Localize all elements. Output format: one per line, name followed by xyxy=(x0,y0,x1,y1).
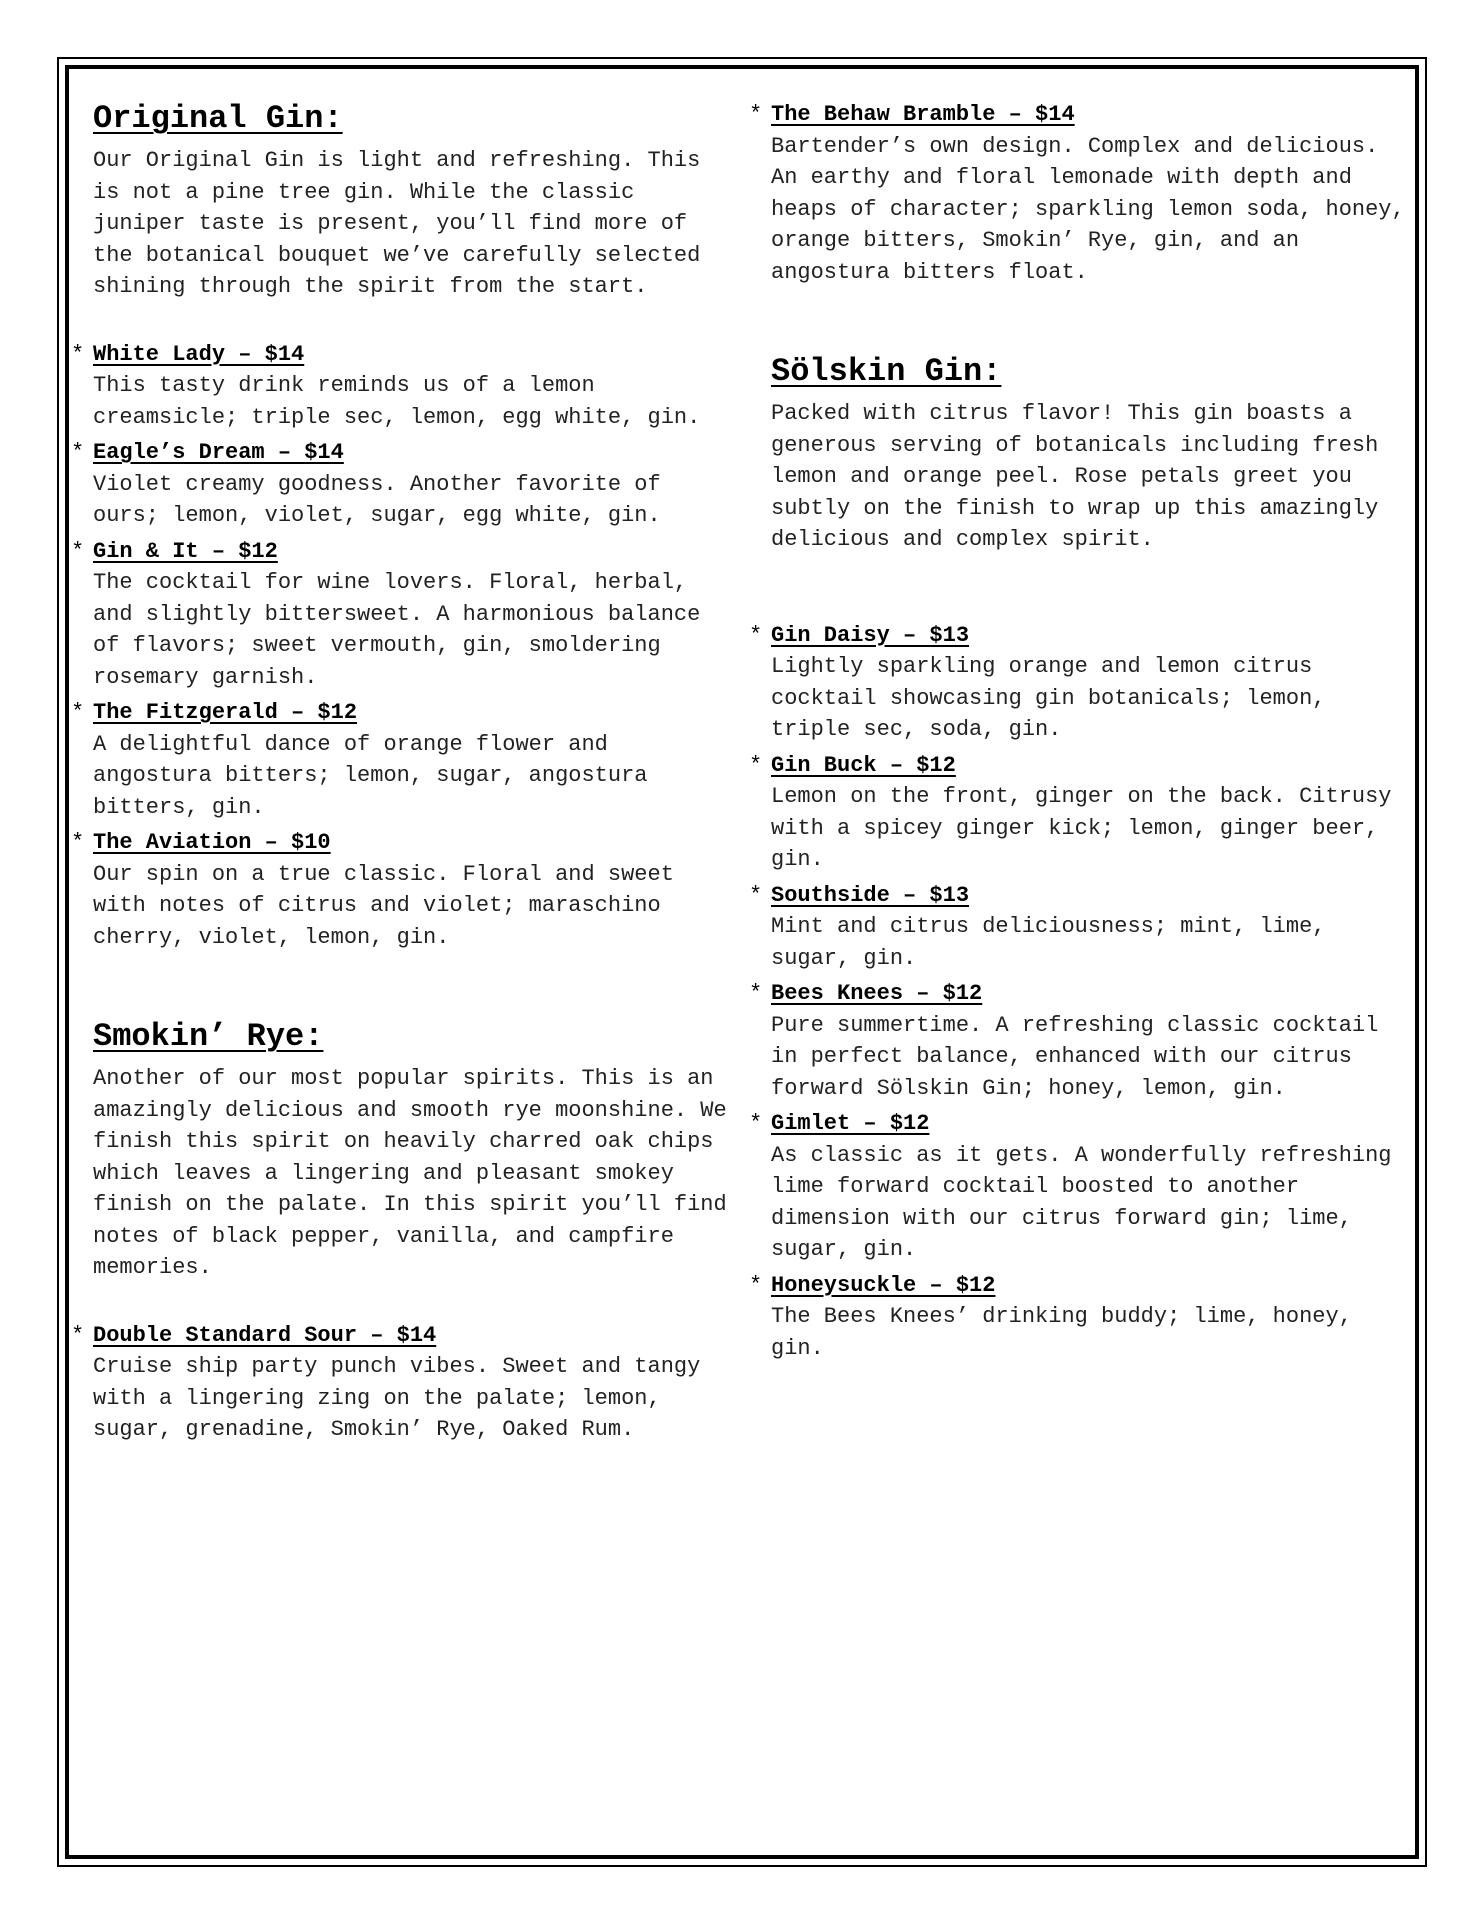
drink-title: Gin & It – $12 xyxy=(93,538,278,564)
drink-southside xyxy=(749,880,1411,975)
drink-gin-buck xyxy=(749,750,1411,876)
left-column xyxy=(71,99,733,1446)
bullet-icon: * xyxy=(749,882,763,908)
drink-title: Gimlet – $12 xyxy=(771,1111,930,1136)
drink-description: Violet creamy goodness. Another favorite of ours; lemon, violet, sugar, egg white, gin. xyxy=(93,471,661,528)
bullet-icon: * xyxy=(71,440,85,465)
section-title-smokin-rye: Smokin’ Rye: xyxy=(93,1018,324,1055)
drink-gin-and-it xyxy=(71,536,733,694)
bullet-icon: * xyxy=(71,341,85,367)
section-title-original-gin: Original Gin: xyxy=(93,100,343,137)
bullet-icon: * xyxy=(749,752,763,778)
bullet-icon: * xyxy=(749,102,763,127)
drink-description: Cruise ship party punch vibes. Sweet and tangy with a lingering zing on the palate; lemon, sugar, grenadine, Smokin’ Rye, Oaked Rum. xyxy=(93,1354,701,1442)
bullet-icon: * xyxy=(71,1322,85,1348)
drink-description: Mint and citrus deliciousness; mint, lime, sugar, gin. xyxy=(771,914,1326,971)
drink-title: Gin Buck – $12 xyxy=(771,752,956,778)
drink-description: This tasty drink reminds us of a lemon creamsicle; triple sec, lemon, egg white, gin. xyxy=(93,373,701,430)
section-title-solskin-gin: Sölskin Gin: xyxy=(771,353,1002,390)
section-description-solskin-gin: Packed with citrus flavor! This gin boasts a generous serving of botanicals including fresh lemon and orange peel. Rose petals greet you subtly on the finish to wrap up this amazingly delicious and complex spirit. xyxy=(771,401,1379,552)
drink-title: Eagle’s Dream – $14 xyxy=(93,440,344,465)
drink-description: Lemon on the front, ginger on the back. Citrusy with a spicey ginger kick; lemon, ginger beer, gin. xyxy=(771,784,1392,872)
drink-double-standard-sour xyxy=(71,1320,733,1446)
drink-the-aviation xyxy=(71,827,733,953)
bullet-icon: * xyxy=(71,700,85,725)
drink-description: Our spin on a true classic. Floral and sweet with notes of citrus and violet; maraschino cherry, violet, lemon, gin. xyxy=(93,861,674,950)
drink-title: White Lady – $14 xyxy=(93,341,305,367)
section-description-smokin-rye: Another of our most popular spirits. This is an amazingly delicious and smooth rye moonshine. We finish this spirit on heavily charred oak chips which leaves a lingering and pleasant smokey finish on the palate. In this spirit you’ll find notes of black pepper, vanilla, and campfire memories. xyxy=(93,1066,727,1280)
drink-title: The Aviation – $10 xyxy=(93,830,331,855)
drink-white-lady xyxy=(71,339,733,434)
section-description-original-gin: Our Original Gin is light and refreshing. This is not a pine tree gin. While the classic juniper taste is present, you’ll find more of the botanical bouquet we’ve carefully selected shining through the spirit from the start. xyxy=(93,148,701,299)
drink-gin-daisy xyxy=(749,620,1411,746)
drink-honeysuckle xyxy=(749,1270,1411,1365)
drink-description: Bartender’s own design. Complex and delicious. An earthy and floral lemonade with depth and heaps of character; sparkling lemon soda, honey, orange bitters, Smokin’ Rye, gin, and an angostura bitters float. xyxy=(771,133,1405,285)
menu-border-outer xyxy=(57,57,1427,1867)
drink-description: The Bees Knees’ drinking buddy; lime, honey, gin. xyxy=(771,1304,1352,1361)
drink-bees-knees xyxy=(749,978,1411,1104)
drink-title: Double Standard Sour – $14 xyxy=(93,1322,437,1348)
drink-the-behaw-bramble xyxy=(749,99,1411,288)
bullet-icon: * xyxy=(71,538,85,564)
bullet-icon: * xyxy=(749,622,763,648)
drink-title: Southside – $13 xyxy=(771,882,970,908)
menu-border-inner xyxy=(65,65,1419,1859)
drink-description: A delightful dance of orange flower and angostura bitters; lemon, sugar, angostura bitters, gin. xyxy=(93,731,648,820)
drink-title: The Behaw Bramble – $14 xyxy=(771,102,1075,127)
bullet-icon: * xyxy=(749,981,763,1006)
drink-title: The Fitzgerald – $12 xyxy=(93,700,358,725)
drink-title: Gin Daisy – $13 xyxy=(771,622,970,648)
bullet-icon: * xyxy=(749,1111,763,1136)
drink-title: Honeysuckle – $12 xyxy=(771,1272,996,1298)
drink-eagles-dream xyxy=(71,437,733,532)
drink-description: The cocktail for wine lovers. Floral, herbal, and slightly bittersweet. A harmonious balance of flavors; sweet vermouth, gin, smoldering rosemary garnish. xyxy=(93,570,701,690)
drink-title: Bees Knees – $12 xyxy=(771,981,983,1006)
drink-description: Pure summertime. A refreshing classic cocktail in perfect balance, enhanced with our citrus forward Sölskin Gin; honey, lemon, gin. xyxy=(771,1012,1379,1101)
bullet-icon: * xyxy=(749,1272,763,1298)
drink-description: As classic as it gets. A wonderfully refreshing lime forward cocktail boosted to another dimension with our citrus forward gin; lime, sugar, gin. xyxy=(771,1142,1392,1262)
right-column xyxy=(749,99,1411,1364)
drink-gimlet xyxy=(749,1108,1411,1266)
bullet-icon: * xyxy=(71,830,85,855)
drink-the-fitzgerald xyxy=(71,697,733,823)
drink-description: Lightly sparkling orange and lemon citrus cocktail showcasing gin botanicals; lemon, triple sec, soda, gin. xyxy=(771,654,1326,742)
